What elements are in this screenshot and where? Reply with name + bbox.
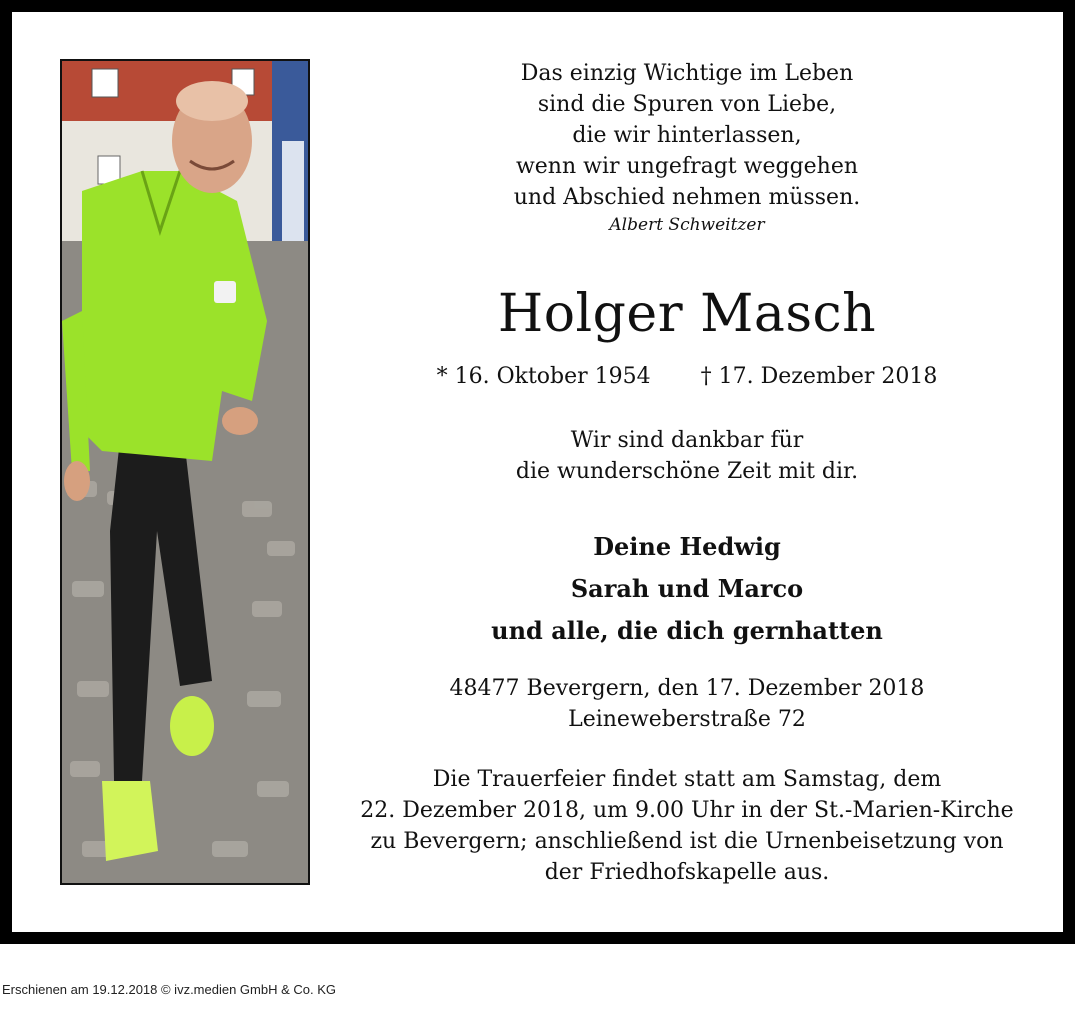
quote-author: Albert Schweitzer xyxy=(609,215,765,235)
quote-line: sind die Spuren von Liebe, xyxy=(537,92,837,117)
portrait-photo xyxy=(60,59,310,885)
ceremony-block xyxy=(342,764,1032,888)
thanks-line: die wunderschöne Zeit mit dir. xyxy=(515,459,859,484)
family-line: Sarah und Marco xyxy=(570,574,804,603)
life-dates xyxy=(342,364,1032,389)
ceremony-line: der Friedhofskapelle aus. xyxy=(544,860,830,885)
address-line: 48477 Bevergern, den 17. Dezember 2018 xyxy=(449,676,925,701)
quote-line: und Abschied nehmen müssen. xyxy=(513,185,861,210)
family-line: Deine Hedwig xyxy=(593,532,781,561)
obituary-panel xyxy=(12,12,1063,932)
thanks-line: Wir sind dankbar für xyxy=(570,428,804,453)
ceremony-line: 22. Dezember 2018, um 9.00 Uhr in der St.-Marien-Kirche xyxy=(360,798,1014,823)
family-block xyxy=(342,526,1032,652)
thanks-block xyxy=(342,425,1032,487)
quote-line: wenn wir ungefragt weggehen xyxy=(515,154,859,179)
address-block xyxy=(342,673,1032,735)
address-line: Leineweberstraße 72 xyxy=(568,707,806,732)
deceased-name: Holger Masch xyxy=(497,284,877,344)
publication-footer: Erschienen am 19.12.2018 © ivz.medien GmbH & Co. KG xyxy=(2,982,337,997)
ceremony-line: Die Trauerfeier findet statt am Samstag, dem xyxy=(432,767,942,792)
family-line: und alle, die dich gernhatten xyxy=(491,616,883,645)
quote-block xyxy=(342,58,1032,213)
quote-line: Das einzig Wichtige im Leben xyxy=(520,61,854,86)
birth-date: * 16. Oktober 1954 xyxy=(436,364,651,389)
quote-line: die wir hinterlassen, xyxy=(572,123,802,148)
ceremony-line: zu Bevergern; anschließend ist die Urnenbeisetzung von xyxy=(370,829,1004,854)
death-date: † 17. Dezember 2018 xyxy=(700,364,938,389)
